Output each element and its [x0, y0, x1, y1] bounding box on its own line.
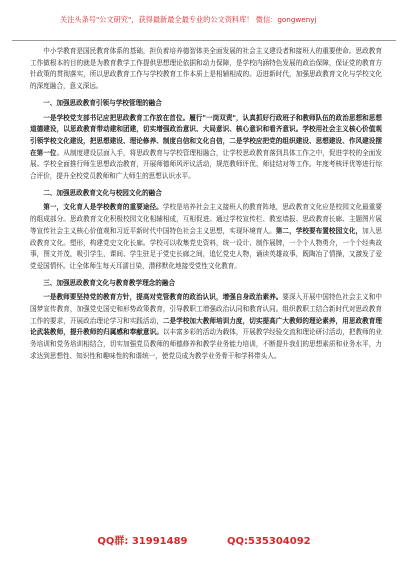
emphasis-text: 第一，文化育人是学校教育的重要途径。: [43, 203, 163, 212]
paragraph-text: 加入思政教育文化。塑形，构建党史文化长廊。学校可以收集党史资料，统一设计、制作展牌，一个个人物勇介，一个个经典故事，图文并茂，吸引学生，课间、学生驻足于党史长廊之间，追忆党史人物，诵读英雄故事，既陶冶了情操，又激发了爱党爱国情怀。让全体师生每天耳濡目染，潜移默化地接受党性文化教育。: [30, 226, 383, 270]
footer-qq-group: QQ群: 31991489: [97, 536, 188, 547]
emphasis-text: 二是学校加大教师培训力度，切实提高广大教师的理论素养，用思政教育理论武装教师，提升教师的归属感和奉献意识。: [30, 316, 383, 337]
section-heading: [30, 98, 382, 110]
section-heading: [30, 188, 382, 200]
paragraph-text: 。从制度建设层面入手，将思政教育与学校管理相融合，让学校思政教育落到具体工作之中，促进学校的全面发展。学校全面推行师生思想政治教育，开展师德师风评议活动，规范教师评优、师徒结对等工作。年度考核评优等进行综合评价，提升全校党员教师和广大师生的思想认识水平。: [30, 148, 383, 181]
paragraph-text: 三、加强思政教育文化与教育教学理念的融合: [43, 278, 176, 287]
paragraph-text: 二、加强思政教育文化与校园文化的融合: [43, 188, 162, 197]
body-paragraph: [30, 113, 382, 183]
footer-qq: QQ:535304092: [227, 536, 311, 547]
document-body: [30, 46, 382, 363]
emphasis-text: 一是教师要坚持党的教育方针，提高对党管教育的政治认识，增强自身政治素养。: [43, 293, 283, 302]
paragraph-text: 一、加强思政教育引领与学校管理的融合: [43, 98, 162, 107]
promo-header: 关注头条号"公文研究"，获得最新最全最专业的公文资料库！ 微信：gongwenyj: [60, 15, 317, 24]
paragraph-text: 学校是培养社会主义接班人的教育阵地，思政教育文化应是校园文化最重要的组成部分。思政教育文化积极校园文化相辅相成，互相促进。通过学校宣传栏、教室墙报、思政教育长廊、主题图片展等宣传社会主义核心价值观和习近平新时代中国特色社会主义思想，实现环境育人。: [30, 203, 383, 235]
emphasis-text: 第二，学校要布置校园文化，: [275, 226, 363, 235]
emphasis-text: 二是学校应把党的组织建设、思想建设、作风建设摆在第一位: [30, 136, 383, 157]
emphasis-text: 一是学校党支部书记应把思政教育工作放在首位。履行"一岗双责"，认真抓好行政班子和教师队伍的政治思想和思想道德建设，以思政教育带动建和团建，切实增强政治意识、大局意识、核心意识和看齐意识。学校用社会主义核心价值观引领学校文化建设，把思想建设、理论修养、制度自信和文化自信，: [30, 113, 382, 145]
paragraph-text: 以丰富多彩的活动为载体，开展教学经验交流和理论研讨活动，把教师的业务培训和党务培训相结合，切实加强党员教师的师德修养和教学业务能力培训，不断提升我们的思想素质和业务水平，力求达到思想性、知识性和趣味性的和谐统一，使党员成为教学业务骨干和学科带头人。: [30, 328, 383, 360]
footer: [0, 532, 408, 547]
header-divider: [12, 40, 396, 41]
body-paragraph: [30, 46, 382, 93]
body-paragraph: [30, 292, 382, 362]
body-paragraph: [30, 202, 382, 272]
section-heading: [30, 278, 382, 290]
paragraph-text: 要深入开展中国特色社会主义和中国梦宣传教育，加强党史国史和形势政策教育，引导教职工增强政治认同和教育认同。组织教职工结合新时代对思政教育工作的要求，开展政治理论学习和实践活动，: [30, 293, 383, 325]
paragraph-text: 中小学教育是国民教育体系的基础，担负着培养德智体美全面发展的社会主义建设者和接班人的重要使命。思政教育工作做根本的目的就是为教育教学工作提供思想理论依据和动力保障，是学校内涵特色发展的政治保障，保证党的教育方针政策的贯彻落实，所以思政教育工作与学校教育工作本质上是相辅相成的。迈进新时代，加强思政教育文化与学校文化的深度融合，意义深远。: [30, 47, 382, 91]
